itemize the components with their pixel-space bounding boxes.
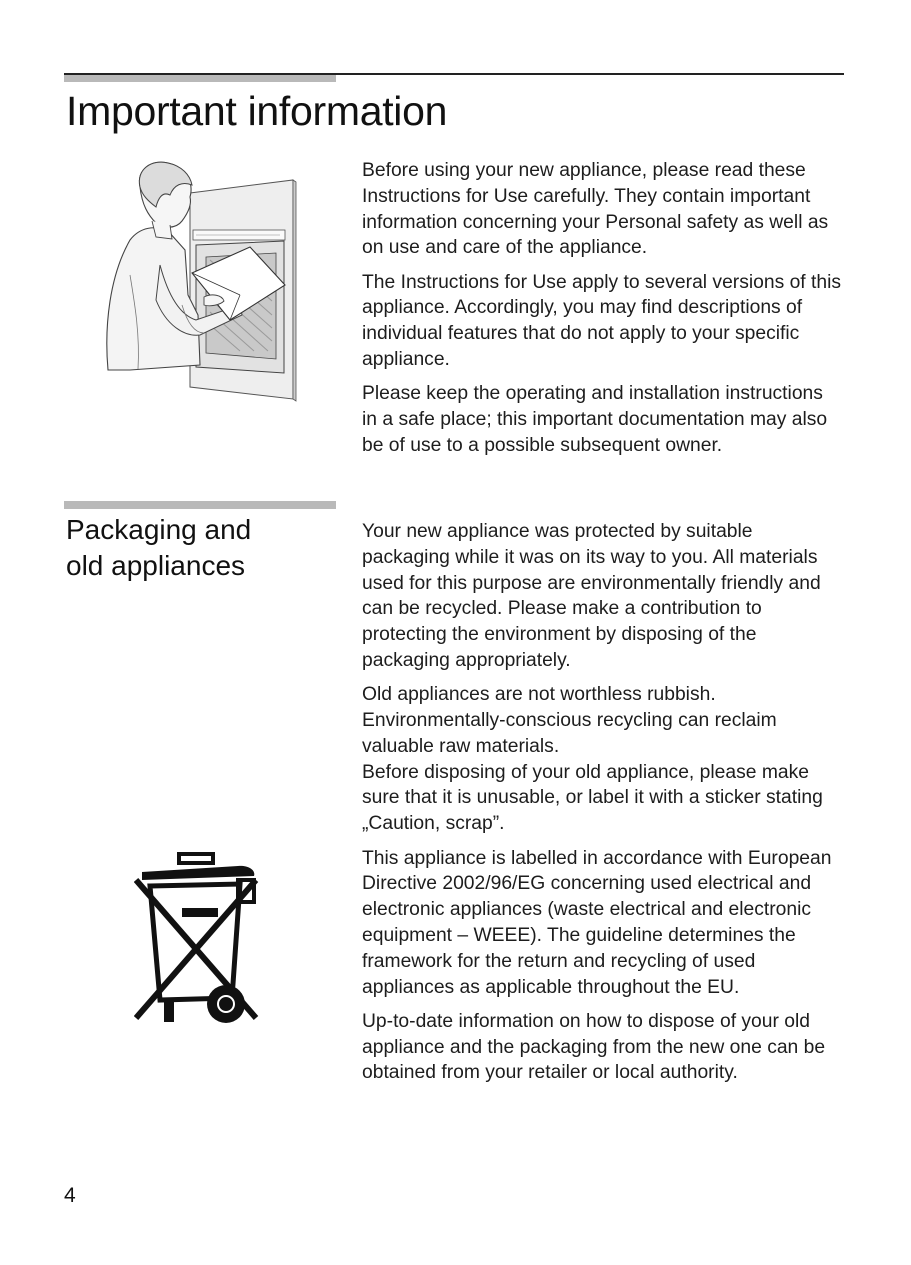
intro-paragraph: Before using your new appliance, please read these Instructions for Use carefully. They contain important information concerning your Personal safety as well as on use and care of the appliance. xyxy=(362,160,829,259)
person-reading-manual-illustration xyxy=(100,155,300,405)
section-title-line: Packaging and xyxy=(66,514,252,545)
header-rule-accent xyxy=(64,75,336,82)
page-title: Important information xyxy=(66,88,448,134)
intro-paragraph: The Instructions for Use apply to several versions of this appliance. Accordingly, you may find descriptions of individual features that do not apply to your specific appliance. xyxy=(362,271,842,371)
intro-paragraph: Please keep the operating and installation instructions in a safe place; this important documentation may also be of use to a possible subsequent owner. xyxy=(362,383,828,456)
section-title-packaging xyxy=(66,512,326,584)
packaging-paragraph: Old appliances are not worthless rubbish. Environmentally-conscious recycling can reclaim valuable raw materials. xyxy=(362,684,777,757)
page-number: 4 xyxy=(64,1184,76,1207)
packaging-paragraph: This appliance is labelled in accordance with European Directive 2002/96/EG concerning used electrical and electronic appliances (waste electrical and electronic equipment – WEEE). The guideline determines the framework for the return and recycling of used appliances as applicable throughout the EU. xyxy=(362,847,832,998)
packaging-paragraph: Up-to-date information on how to dispose of your old appliance and the packaging from the new one can be obtained from your retailer or local authority. xyxy=(362,1010,826,1084)
packaging-text xyxy=(362,519,842,1095)
packaging-paragraph: Before disposing of your old appliance, please make sure that it is unusable, or label it with a sticker stating „Caution, scrap”. xyxy=(362,761,823,835)
section-title-line: old appliances xyxy=(66,550,246,581)
packaging-paragraph: Your new appliance was protected by suitable packaging while it was on its way to you. All materials used for this purpose are environmentally friendly and can be recycled. Please make a contribution to protecting the environment by disposing of the packaging appropriately. xyxy=(362,521,821,671)
crossed-out-wheelie-bin-icon xyxy=(134,850,260,1025)
intro-text xyxy=(362,158,842,467)
section-rule xyxy=(64,501,336,509)
